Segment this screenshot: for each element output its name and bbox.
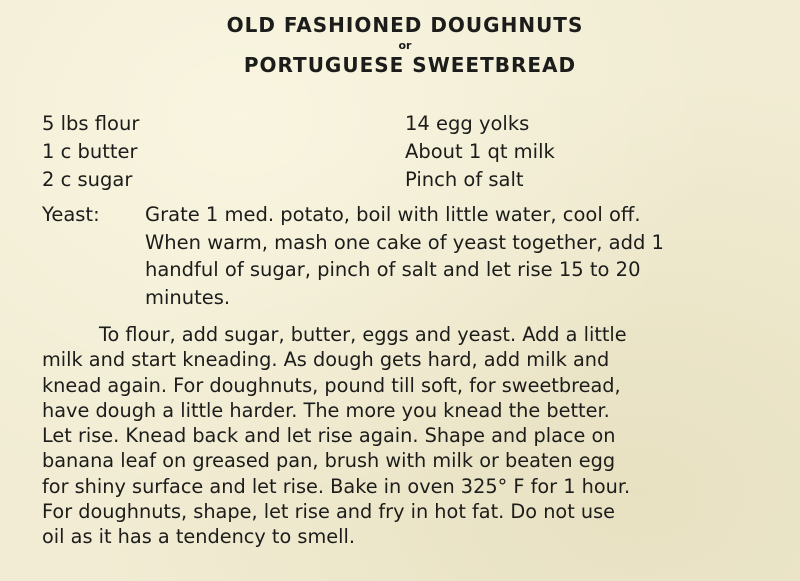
recipe-subtitle: PORTUGUESE SWEETBREAD: [243, 53, 577, 77]
ingredient: 1 c butter: [42, 140, 138, 163]
ingredient: About 1 qt milk: [405, 140, 555, 163]
recipe-title: OLD FASHIONED DOUGHNUTS: [226, 13, 584, 37]
method-line: Let rise. Knead back and let rise again. Shape and place on: [42, 424, 616, 448]
yeast-line: handful of sugar, pinch of salt and let rise 15 to 20: [145, 258, 641, 281]
method-line: To flour, add sugar, butter, eggs and yeast. Add a little: [99, 323, 627, 346]
method-line: knead again. For doughnuts, pound till soft, for sweetbread,: [42, 373, 621, 397]
recipe-title-block: [0, 12, 800, 78]
method-line: banana leaf on greased pan, brush with milk or beaten egg: [42, 449, 616, 473]
method-line: oil as it has a tendency to smell.: [42, 525, 355, 549]
yeast-line: Grate 1 med. potato, boil with little water, cool off.: [145, 203, 641, 226]
yeast-instructions: [145, 201, 664, 311]
ingredient: 14 egg yolks: [405, 112, 530, 135]
ingredients-column-left: [42, 110, 139, 194]
method-line: for shiny surface and let rise. Bake in oven 325° F for 1 hour.: [42, 474, 631, 498]
yeast-line: When warm, mash one cake of yeast together, add 1: [145, 230, 664, 254]
ingredient: 2 c sugar: [42, 168, 133, 191]
yeast-label: Yeast:: [42, 203, 100, 226]
title-or: or: [398, 39, 412, 52]
method-line: have dough a little harder. The more you knead the better.: [42, 398, 610, 422]
yeast-line: minutes.: [145, 285, 231, 309]
ingredient: 5 lbs flour: [42, 112, 140, 135]
ingredient: Pinch of salt: [405, 168, 524, 191]
method-paragraph: [42, 322, 772, 550]
method-line: milk and start kneading. As dough gets hard, add milk and: [42, 348, 610, 372]
ingredients-column-right: [405, 110, 555, 194]
method-line: For doughnuts, shape, let rise and fry in hot fat. Do not use: [42, 500, 616, 524]
